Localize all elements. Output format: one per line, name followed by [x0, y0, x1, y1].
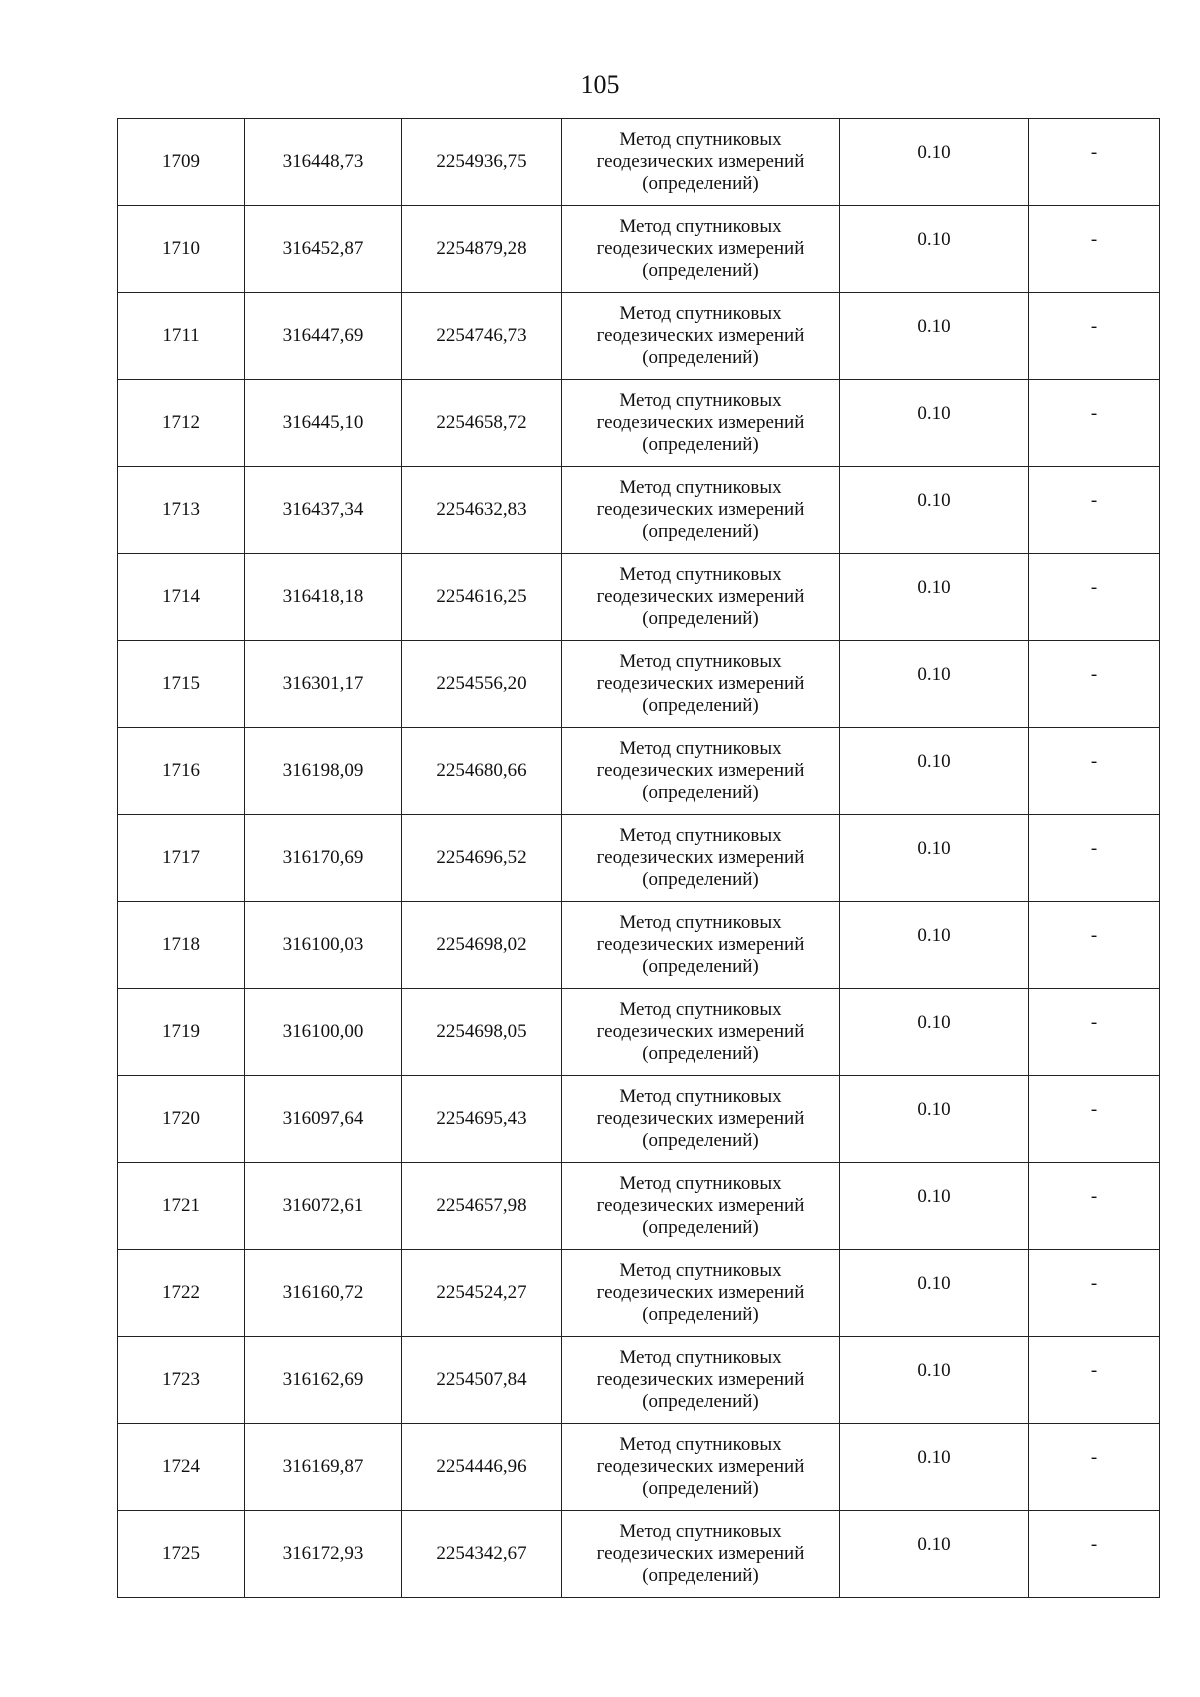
method-line: (определений): [642, 1130, 759, 1151]
method-line: (определений): [642, 1478, 759, 1499]
accuracy-cell: [840, 293, 1029, 380]
method-line: геодезических измерений: [596, 1195, 805, 1216]
extra-cell-value: -: [1090, 1012, 1098, 1033]
method-line: геодезических измерений: [596, 238, 805, 259]
accuracy-cell-value: 0.10: [917, 403, 951, 424]
method-line: Метод спутниковых: [619, 564, 782, 585]
table-row: [118, 1250, 1160, 1337]
y-coordinate-cell: 2254507,84: [402, 1337, 562, 1424]
accuracy-cell: [840, 1424, 1029, 1511]
point-number-cell: 1710: [118, 206, 245, 293]
method-line: геодезических измерений: [596, 673, 805, 694]
accuracy-cell: [840, 206, 1029, 293]
point-number-cell: 1723: [118, 1337, 245, 1424]
accuracy-cell-value: 0.10: [917, 577, 951, 598]
table-row: [118, 902, 1160, 989]
y-coordinate-cell: 2254746,73: [402, 293, 562, 380]
x-coordinate-cell: 316100,00: [245, 989, 402, 1076]
extra-cell: [1029, 467, 1160, 554]
method-line: геодезических измерений: [596, 1543, 805, 1564]
accuracy-cell-value: 0.10: [917, 751, 951, 772]
extra-cell-value: -: [1090, 229, 1098, 250]
y-coordinate-cell: 2254616,25: [402, 554, 562, 641]
point-number-cell: 1720: [118, 1076, 245, 1163]
point-number-cell: 1721: [118, 1163, 245, 1250]
extra-cell-value: -: [1090, 1273, 1098, 1294]
extra-cell: [1029, 119, 1160, 206]
extra-cell: [1029, 1424, 1160, 1511]
x-coordinate-cell: 316447,69: [245, 293, 402, 380]
x-coordinate-cell: 316418,18: [245, 554, 402, 641]
method-line: геодезических измерений: [596, 760, 805, 781]
accuracy-cell: [840, 380, 1029, 467]
extra-cell: [1029, 815, 1160, 902]
method-cell: [562, 119, 840, 206]
method-line: геодезических измерений: [596, 412, 805, 433]
extra-cell: [1029, 1076, 1160, 1163]
method-line: Метод спутниковых: [619, 738, 782, 759]
method-cell: [562, 989, 840, 1076]
extra-cell-value: -: [1090, 1099, 1098, 1120]
method-line: Метод спутниковых: [619, 1086, 782, 1107]
coordinates-table-body: [118, 119, 1160, 1598]
method-line: Метод спутниковых: [619, 477, 782, 498]
x-coordinate-cell: 316452,87: [245, 206, 402, 293]
method-cell: [562, 380, 840, 467]
method-line: геодезических измерений: [596, 1282, 805, 1303]
extra-cell: [1029, 641, 1160, 728]
method-line: Метод спутниковых: [619, 999, 782, 1020]
extra-cell-value: -: [1090, 838, 1098, 859]
x-coordinate-cell: 316072,61: [245, 1163, 402, 1250]
extra-cell: [1029, 554, 1160, 641]
extra-cell-value: -: [1090, 1360, 1098, 1381]
method-cell: [562, 641, 840, 728]
method-cell: [562, 728, 840, 815]
method-line: (определений): [642, 260, 759, 281]
method-line: геодезических измерений: [596, 934, 805, 955]
table-row: [118, 1076, 1160, 1163]
x-coordinate-cell: 316097,64: [245, 1076, 402, 1163]
extra-cell: [1029, 728, 1160, 815]
accuracy-cell: [840, 728, 1029, 815]
method-line: (определений): [642, 956, 759, 977]
method-cell: [562, 293, 840, 380]
extra-cell-value: -: [1090, 1186, 1098, 1207]
x-coordinate-cell: 316445,10: [245, 380, 402, 467]
method-line: Метод спутниковых: [619, 216, 782, 237]
method-cell: [562, 815, 840, 902]
accuracy-cell-value: 0.10: [917, 490, 951, 511]
method-line: геодезических измерений: [596, 1108, 805, 1129]
method-line: (определений): [642, 1043, 759, 1064]
accuracy-cell: [840, 1337, 1029, 1424]
accuracy-cell-value: 0.10: [917, 1447, 951, 1468]
point-number-cell: 1712: [118, 380, 245, 467]
point-number-cell: 1715: [118, 641, 245, 728]
extra-cell: [1029, 380, 1160, 467]
accuracy-cell: [840, 902, 1029, 989]
accuracy-cell-value: 0.10: [917, 316, 951, 337]
accuracy-cell: [840, 554, 1029, 641]
x-coordinate-cell: 316162,69: [245, 1337, 402, 1424]
point-number-cell: 1724: [118, 1424, 245, 1511]
point-number-cell: 1716: [118, 728, 245, 815]
method-line: (определений): [642, 695, 759, 716]
y-coordinate-cell: 2254696,52: [402, 815, 562, 902]
extra-cell: [1029, 206, 1160, 293]
accuracy-cell: [840, 641, 1029, 728]
x-coordinate-cell: 316100,03: [245, 902, 402, 989]
table-row: [118, 1337, 1160, 1424]
extra-cell-value: -: [1090, 751, 1098, 772]
method-line: (определений): [642, 347, 759, 368]
table-row: [118, 554, 1160, 641]
y-coordinate-cell: 2254695,43: [402, 1076, 562, 1163]
accuracy-cell-value: 0.10: [917, 1099, 951, 1120]
x-coordinate-cell: 316301,17: [245, 641, 402, 728]
point-number-cell: 1711: [118, 293, 245, 380]
accuracy-cell: [840, 815, 1029, 902]
y-coordinate-cell: 2254698,02: [402, 902, 562, 989]
method-line: (определений): [642, 608, 759, 629]
method-line: (определений): [642, 782, 759, 803]
extra-cell-value: -: [1090, 1534, 1098, 1555]
method-cell: [562, 206, 840, 293]
method-line: (определений): [642, 1217, 759, 1238]
table-row: [118, 380, 1160, 467]
extra-cell-value: -: [1090, 1447, 1098, 1468]
method-cell: [562, 554, 840, 641]
y-coordinate-cell: 2254556,20: [402, 641, 562, 728]
extra-cell: [1029, 293, 1160, 380]
method-cell: [562, 902, 840, 989]
table-row: [118, 641, 1160, 728]
table-row: [118, 989, 1160, 1076]
method-line: Метод спутниковых: [619, 303, 782, 324]
y-coordinate-cell: 2254632,83: [402, 467, 562, 554]
method-cell: [562, 1424, 840, 1511]
method-line: (определений): [642, 869, 759, 890]
method-line: (определений): [642, 521, 759, 542]
accuracy-cell: [840, 989, 1029, 1076]
method-line: Метод спутниковых: [619, 825, 782, 846]
accuracy-cell-value: 0.10: [917, 142, 951, 163]
accuracy-cell-value: 0.10: [917, 1360, 951, 1381]
x-coordinate-cell: 316448,73: [245, 119, 402, 206]
table-row: [118, 815, 1160, 902]
method-line: (определений): [642, 173, 759, 194]
extra-cell: [1029, 989, 1160, 1076]
accuracy-cell-value: 0.10: [917, 925, 951, 946]
extra-cell-value: -: [1090, 403, 1098, 424]
extra-cell: [1029, 1511, 1160, 1598]
point-number-cell: 1719: [118, 989, 245, 1076]
y-coordinate-cell: 2254879,28: [402, 206, 562, 293]
x-coordinate-cell: 316172,93: [245, 1511, 402, 1598]
table-row: [118, 467, 1160, 554]
y-coordinate-cell: 2254657,98: [402, 1163, 562, 1250]
extra-cell-value: -: [1090, 490, 1098, 511]
method-line: Метод спутниковых: [619, 1521, 782, 1542]
method-cell: [562, 1250, 840, 1337]
method-line: (определений): [642, 1391, 759, 1412]
method-cell: [562, 1163, 840, 1250]
coordinates-table: [117, 118, 1160, 1598]
accuracy-cell-value: 0.10: [917, 664, 951, 685]
page-number: 105: [580, 70, 620, 99]
extra-cell-value: -: [1090, 577, 1098, 598]
accuracy-cell-value: 0.10: [917, 1186, 951, 1207]
point-number-cell: 1718: [118, 902, 245, 989]
y-coordinate-cell: 2254342,67: [402, 1511, 562, 1598]
y-coordinate-cell: 2254936,75: [402, 119, 562, 206]
accuracy-cell-value: 0.10: [917, 229, 951, 250]
method-line: Метод спутниковых: [619, 1173, 782, 1194]
table-row: [118, 1511, 1160, 1598]
extra-cell: [1029, 1163, 1160, 1250]
accuracy-cell: [840, 1250, 1029, 1337]
method-line: Метод спутниковых: [619, 1434, 782, 1455]
method-line: Метод спутниковых: [619, 129, 782, 150]
method-line: геодезических измерений: [596, 1456, 805, 1477]
method-line: Метод спутниковых: [619, 390, 782, 411]
method-line: геодезических измерений: [596, 586, 805, 607]
point-number-cell: 1722: [118, 1250, 245, 1337]
x-coordinate-cell: 316437,34: [245, 467, 402, 554]
table-row: [118, 728, 1160, 815]
accuracy-cell: [840, 1511, 1029, 1598]
method-line: геодезических измерений: [596, 151, 805, 172]
x-coordinate-cell: 316198,09: [245, 728, 402, 815]
method-line: геодезических измерений: [596, 1369, 805, 1390]
method-line: Метод спутниковых: [619, 912, 782, 933]
x-coordinate-cell: 316170,69: [245, 815, 402, 902]
accuracy-cell: [840, 1076, 1029, 1163]
accuracy-cell-value: 0.10: [917, 1534, 951, 1555]
method-line: (определений): [642, 1304, 759, 1325]
table-row: [118, 293, 1160, 380]
accuracy-cell: [840, 119, 1029, 206]
accuracy-cell-value: 0.10: [917, 838, 951, 859]
point-number-cell: 1725: [118, 1511, 245, 1598]
method-cell: [562, 1076, 840, 1163]
extra-cell-value: -: [1090, 142, 1098, 163]
y-coordinate-cell: 2254446,96: [402, 1424, 562, 1511]
extra-cell: [1029, 1250, 1160, 1337]
method-line: Метод спутниковых: [619, 651, 782, 672]
method-line: Метод спутниковых: [619, 1347, 782, 1368]
extra-cell-value: -: [1090, 664, 1098, 685]
method-line: геодезических измерений: [596, 847, 805, 868]
method-line: геодезических измерений: [596, 325, 805, 346]
point-number-cell: 1717: [118, 815, 245, 902]
extra-cell: [1029, 902, 1160, 989]
accuracy-cell-value: 0.10: [917, 1012, 951, 1033]
method-cell: [562, 1511, 840, 1598]
accuracy-cell: [840, 1163, 1029, 1250]
accuracy-cell: [840, 467, 1029, 554]
extra-cell-value: -: [1090, 925, 1098, 946]
x-coordinate-cell: 316160,72: [245, 1250, 402, 1337]
method-line: (определений): [642, 1565, 759, 1586]
accuracy-cell-value: 0.10: [917, 1273, 951, 1294]
point-number-cell: 1713: [118, 467, 245, 554]
point-number-cell: 1714: [118, 554, 245, 641]
point-number-cell: 1709: [118, 119, 245, 206]
extra-cell: [1029, 1337, 1160, 1424]
method-cell: [562, 1337, 840, 1424]
method-cell: [562, 467, 840, 554]
y-coordinate-cell: 2254698,05: [402, 989, 562, 1076]
y-coordinate-cell: 2254680,66: [402, 728, 562, 815]
table-row: [118, 206, 1160, 293]
table-row: [118, 1163, 1160, 1250]
y-coordinate-cell: 2254524,27: [402, 1250, 562, 1337]
x-coordinate-cell: 316169,87: [245, 1424, 402, 1511]
table-row: [118, 119, 1160, 206]
method-line: геодезических измерений: [596, 1021, 805, 1042]
table-row: [118, 1424, 1160, 1511]
method-line: (определений): [642, 434, 759, 455]
y-coordinate-cell: 2254658,72: [402, 380, 562, 467]
method-line: Метод спутниковых: [619, 1260, 782, 1281]
extra-cell-value: -: [1090, 316, 1098, 337]
method-line: геодезических измерений: [596, 499, 805, 520]
